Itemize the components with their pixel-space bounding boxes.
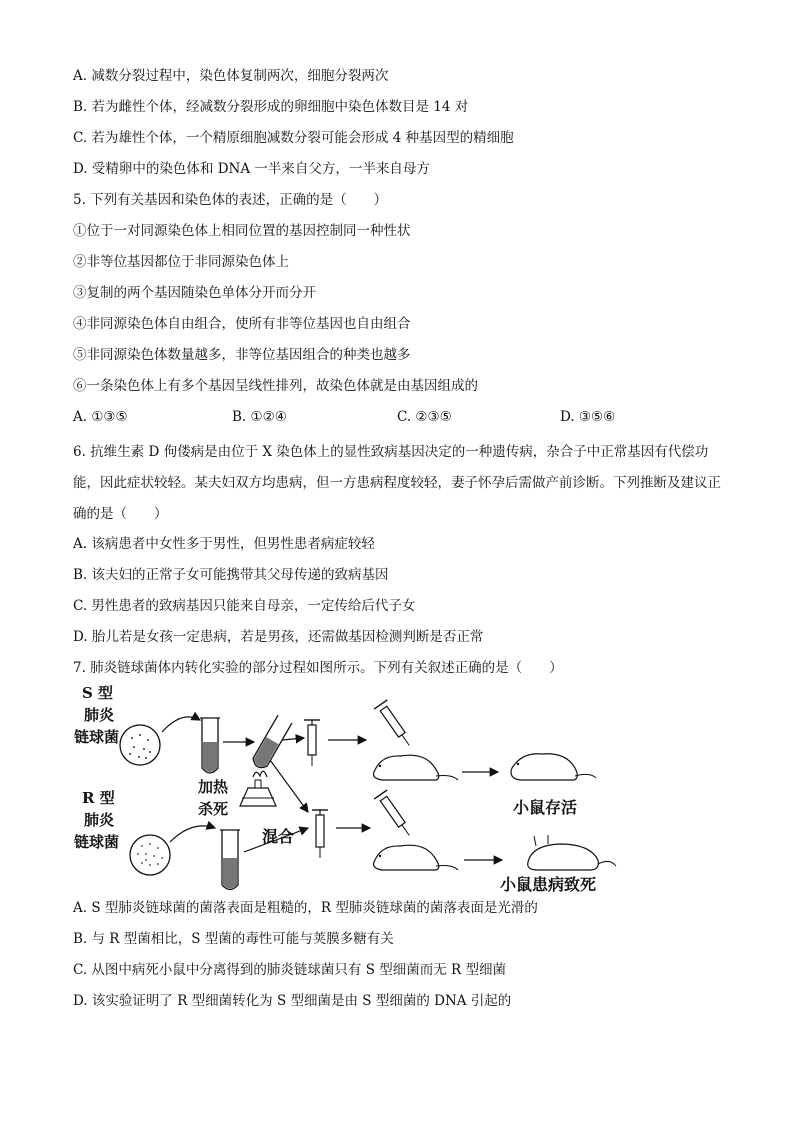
s-culture-tube [200, 718, 220, 773]
syringe-bottom [312, 810, 328, 858]
q7-option-d: D. 该实验证明了 R 型细菌转化为 S 型细菌是由 S 型细菌的 DNA 引起的 [73, 993, 512, 1009]
q7-option-c: C. 从图中病死小鼠中分离得到的肺炎链球菌只有 S 型细菌而无 R 型细菌 [73, 962, 507, 978]
q6-option-b: B. 该夫妇的正常子女可能携带其父母传递的致病基因 [73, 567, 389, 583]
transformation-experiment-figure [70, 680, 630, 895]
q6-option-d: D. 胎儿若是女孩一定患病，若是男孩，还需做基因检测判断是否正常 [73, 629, 484, 645]
syringe-injecting-top [374, 700, 416, 750]
q4-option-a: A. 减数分裂过程中，染色体复制两次，细胞分裂两次 [73, 68, 389, 84]
s-strain-label-3: 链球菌 [74, 728, 120, 746]
r-strain-label-2: 肺炎 [84, 811, 115, 829]
r-strain-label-3: 链球菌 [74, 833, 120, 851]
heat-label-1: 加热 [198, 778, 229, 796]
q4-option-c: C. 若为雄性个体，一个精原细胞减数分裂可能会形成 4 种基因型的精细胞 [73, 130, 514, 146]
q5-option-d: D. ③⑤⑥ [560, 409, 616, 425]
mouse-dead [528, 835, 616, 870]
syringe-injecting-bottom [374, 790, 416, 840]
r-culture-tube [220, 830, 240, 890]
alcohol-burner [240, 771, 276, 806]
q4-option-d: D. 受精卵中的染色体和 DNA 一半来自父方，一半来自母方 [73, 161, 430, 177]
mouse-survived [511, 754, 596, 780]
q6-option-c: C. 男性患者的致病基因只能来自母亲，一定传给后代子女 [73, 598, 416, 614]
survive-label: 小鼠存活 [513, 798, 578, 817]
q5-statement-2: ②非等位基因都位于非同源染色体上 [73, 254, 289, 270]
r-colony-dish [130, 835, 170, 875]
q5-option-a: A. ①③⑤ [73, 409, 128, 425]
s-strain-label-1: S 型 [82, 684, 114, 702]
q5-statement-6: ⑥一条染色体上有多个基因呈线性排列，故染色体就是由基因组成的 [73, 378, 478, 394]
q6-option-a: A. 该病患者中女性多于男性，但男性患者病症较轻 [73, 536, 375, 552]
q5-statement-1: ①位于一对同源染色体上相同位置的基因控制同一种性状 [73, 223, 411, 239]
mix-label: 混合 [262, 827, 295, 846]
q5-stem: 5. 下列有关基因和染色体的表述，正确的是（ ） [73, 192, 388, 208]
die-label: 小鼠患病致死 [500, 875, 597, 894]
q6-stem: 6. 抗维生素 D 佝偻病是由位于 X 染色体上的显性致病基因决定的一种遗传病，杂合子中正常基因有代偿功能，因此症状较轻。某夫妇双方均患病，但一方患病程度较轻，妻子怀孕后需做产前诊断。下列推断及建议正确的是（ ） [73, 444, 721, 522]
q5-statement-5: ⑤非同源染色体数量越多，非等位基因组合的种类也越多 [73, 347, 411, 363]
q7-option-b: B. 与 R 型菌相比，S 型菌的毒性可能与荚膜多糖有关 [73, 931, 394, 947]
s-colony-dish [120, 725, 160, 765]
q5-statement-4: ④非同源染色体自由组合，使所有非等位基因也自由组合 [73, 316, 411, 332]
q5-statement-3: ③复制的两个基因随染色单体分开而分开 [73, 285, 316, 301]
q5-option-b: B. ①②④ [232, 409, 287, 425]
mouse-injected-bottom [374, 845, 458, 870]
q4-option-b: B. 若为雌性个体，经减数分裂形成的卵细胞中染色体数目是 14 对 [73, 99, 469, 115]
mouse-injected-top [374, 755, 458, 780]
q7-stem: 7. 肺炎链球菌体内转化实验的部分过程如图所示。下列有关叙述正确的是（ ） [73, 660, 563, 676]
q5-option-c: C. ②③⑤ [397, 409, 452, 425]
q7-option-a: A. S 型肺炎链球菌的菌落表面是粗糙的，R 型肺炎链球菌的菌落表面是光滑的 [73, 900, 538, 916]
s-strain-label-2: 肺炎 [84, 706, 115, 724]
r-strain-label-1: R 型 [82, 789, 115, 807]
heat-label-2: 杀死 [198, 800, 229, 818]
syringe-top [304, 720, 320, 766]
